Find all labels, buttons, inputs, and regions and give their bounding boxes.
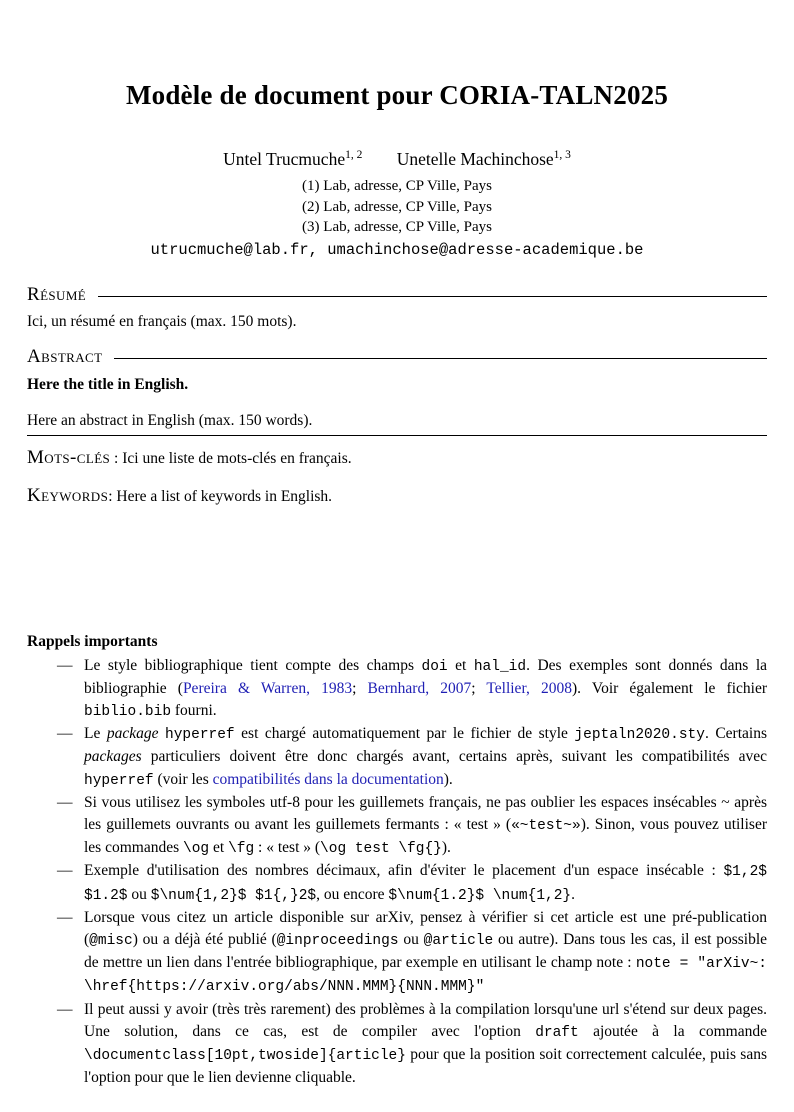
resume-label: Résumé <box>27 283 87 305</box>
inline-code: \fg <box>228 841 255 858</box>
inline-code: @article <box>423 932 494 949</box>
keywords-fr-separator: : <box>110 449 123 467</box>
inline-code: \og <box>183 841 210 858</box>
keywords-fr-line <box>27 446 767 471</box>
text-segment: ). Voir également le fichier <box>571 679 767 697</box>
affiliations-block <box>27 176 767 238</box>
inline-emphasis: packages <box>84 748 142 766</box>
text-segment: Le <box>84 725 107 743</box>
text-segment: ou <box>127 885 151 903</box>
text-segment: est chargé automatiquement par le fichier de style <box>234 725 575 743</box>
text-segment: ). <box>443 770 453 788</box>
abstract-label: Abstract <box>27 345 103 367</box>
text-segment: ). Sinon, vous pouvez utiliser les commandes <box>84 815 767 857</box>
keywords-en-line <box>27 484 767 509</box>
resume-body: Ici, un résumé en français (max. 150 mots). <box>27 312 297 330</box>
keywords-en-body: Here a list of keywords in English. <box>116 487 333 505</box>
list-item <box>27 792 767 861</box>
text-segment: : « test » ( <box>254 839 321 857</box>
text-segment: Exemple d'utilisation des nombres décimaux, afin d'éviter le placement d'un espace insécable : <box>84 862 724 880</box>
text-segment: ; <box>471 679 487 697</box>
author <box>223 149 362 169</box>
inline-emphasis: package <box>106 725 159 743</box>
inline-code: note = "arXiv~: \href{https://arxiv.org/abs/NNN.MMM}{NNN.MMM}" <box>84 956 767 996</box>
list-marker: — <box>57 656 73 674</box>
inline-link[interactable]: Tellier, 2008 <box>486 679 572 697</box>
text-segment: ou <box>398 930 424 948</box>
affiliation-line: (2) Lab, adresse, CP Ville, Pays <box>302 198 492 215</box>
list-item-text <box>84 999 767 1090</box>
author-emails: utrucmuche@lab.fr, umachinchose@adresse-academique.be <box>150 240 644 259</box>
inline-code: $\num{1,2}$ $1{,}2$ <box>150 887 317 904</box>
inline-code: hyperref <box>84 772 154 789</box>
list-marker: — <box>57 862 73 880</box>
list-item <box>27 999 767 1090</box>
text-segment: pour que la position soit correctement calculée, puis sans l'option pour que le lien devienne cliquable. <box>84 1045 767 1087</box>
affiliation-line: (3) Lab, adresse, CP Ville, Pays <box>302 219 492 235</box>
text-segment: ou autre). Dans tous les cas, il est possible de mettre un lien dans l'entrée bibliographique, par exemple en utilisant le champ note : <box>84 930 768 972</box>
abstract-body: Here an abstract in English (max. 150 words). <box>27 411 313 429</box>
text-segment: . <box>571 885 576 903</box>
keywords-fr-label: Mots-clés <box>27 446 111 468</box>
list-item <box>27 860 767 906</box>
text-segment: . Des exemples sont donnés dans la bibliographie ( <box>84 656 768 697</box>
text-segment: ajoutée à la commande <box>578 1022 767 1040</box>
author <box>397 149 571 169</box>
inline-code: biblio.bib <box>84 703 172 720</box>
list-item-text <box>84 723 767 792</box>
author-name: Untel Trucmuche <box>223 149 346 169</box>
inline-link[interactable]: compatibilités dans la documentation <box>212 770 444 788</box>
text-segment: . Certains <box>704 725 767 743</box>
abstract-english-title: Here the title in English. <box>27 375 189 393</box>
author-affiliation-marker: 1, 2 <box>345 149 363 162</box>
inline-code: hal_id <box>473 658 527 675</box>
inline-code: jeptaln2020.sty <box>574 727 705 744</box>
inline-code: $1,2$ $1.2$ <box>84 864 767 904</box>
text-segment: (voir les <box>153 770 213 788</box>
abstract-closing-rule <box>27 435 767 436</box>
resume-section-header <box>27 283 767 307</box>
authors-line <box>27 149 767 170</box>
list-marker: — <box>57 1000 73 1018</box>
inline-code: @inproceedings <box>276 932 399 949</box>
section-rule <box>114 358 767 359</box>
text-segment: Si vous utilisez les symboles utf-8 pour les guillemets français, ne pas oublier les espaces insécables ~ après les guillemets ouvrants ou avant les guillemets fermants : « test » ( <box>84 793 767 833</box>
text-segment: particuliers doivent être donc chargés avant, certains après, suivant les compatibilités avec <box>141 748 767 766</box>
text-segment: fourni. <box>171 701 217 719</box>
text-segment: Lorsque vous citez un article disponible sur arXiv, pensez à vérifier si cet article est une pré-publication ( <box>84 908 767 948</box>
inline-code: \documentclass[10pt,twoside]{article} <box>84 1047 406 1064</box>
inline-code: doi <box>421 658 448 675</box>
abstract-section-header <box>27 345 767 369</box>
list-item-text <box>84 907 767 999</box>
list-marker: — <box>57 908 73 926</box>
inline-code: draft <box>535 1024 579 1041</box>
inline-code: $\num{1.2}$ \num{1,2} <box>388 887 572 904</box>
list-item <box>27 723 767 792</box>
text-segment: ) ou a déjà été publié ( <box>132 930 277 948</box>
list-item <box>27 907 767 999</box>
text-segment: et <box>209 839 229 857</box>
document-title: Modèle de document pour CORIA-TALN2025 <box>125 80 669 110</box>
text-segment: Il peut aussi y avoir (très très rarement) des problèmes à la compilation lorsqu'une url s'étend sur deux pages. Une solution, dans ce cas, est de compiler avec l'option <box>84 1000 767 1040</box>
list-item-text <box>84 655 767 724</box>
list-item <box>27 655 767 724</box>
notes-list <box>27 655 767 1090</box>
text-segment: et <box>447 656 474 674</box>
keywords-en-label: Keywords <box>27 484 109 506</box>
list-item-text <box>84 860 767 906</box>
author-name: Unetelle Machinchose <box>396 149 554 169</box>
inline-link[interactable]: Pereira & Warren, 1983 <box>182 679 353 697</box>
inline-code: hyperref <box>165 727 235 744</box>
text-segment: , ou encore <box>316 885 389 903</box>
keywords-fr-body: Ici une liste de mots-clés en français. <box>122 449 352 467</box>
affiliation-line: (1) Lab, adresse, CP Ville, Pays <box>302 178 492 194</box>
inline-code: «~test~» <box>511 817 581 834</box>
text-segment: ). <box>441 839 451 857</box>
section-rule <box>98 296 767 297</box>
notes-heading: Rappels importants <box>27 632 158 650</box>
text-segment: Le style bibliographique tient compte des champs <box>84 656 422 674</box>
keywords-en-separator: : <box>108 487 117 505</box>
inline-code: @misc <box>89 932 133 949</box>
list-marker: — <box>57 793 73 811</box>
inline-code: \og test \fg{} <box>320 841 442 858</box>
inline-link[interactable]: Bernhard, 2007 <box>367 679 472 697</box>
author-affiliation-marker: 1, 3 <box>553 149 571 162</box>
list-item-text <box>84 792 767 861</box>
text-segment: ; <box>352 679 368 697</box>
list-marker: — <box>57 725 73 743</box>
